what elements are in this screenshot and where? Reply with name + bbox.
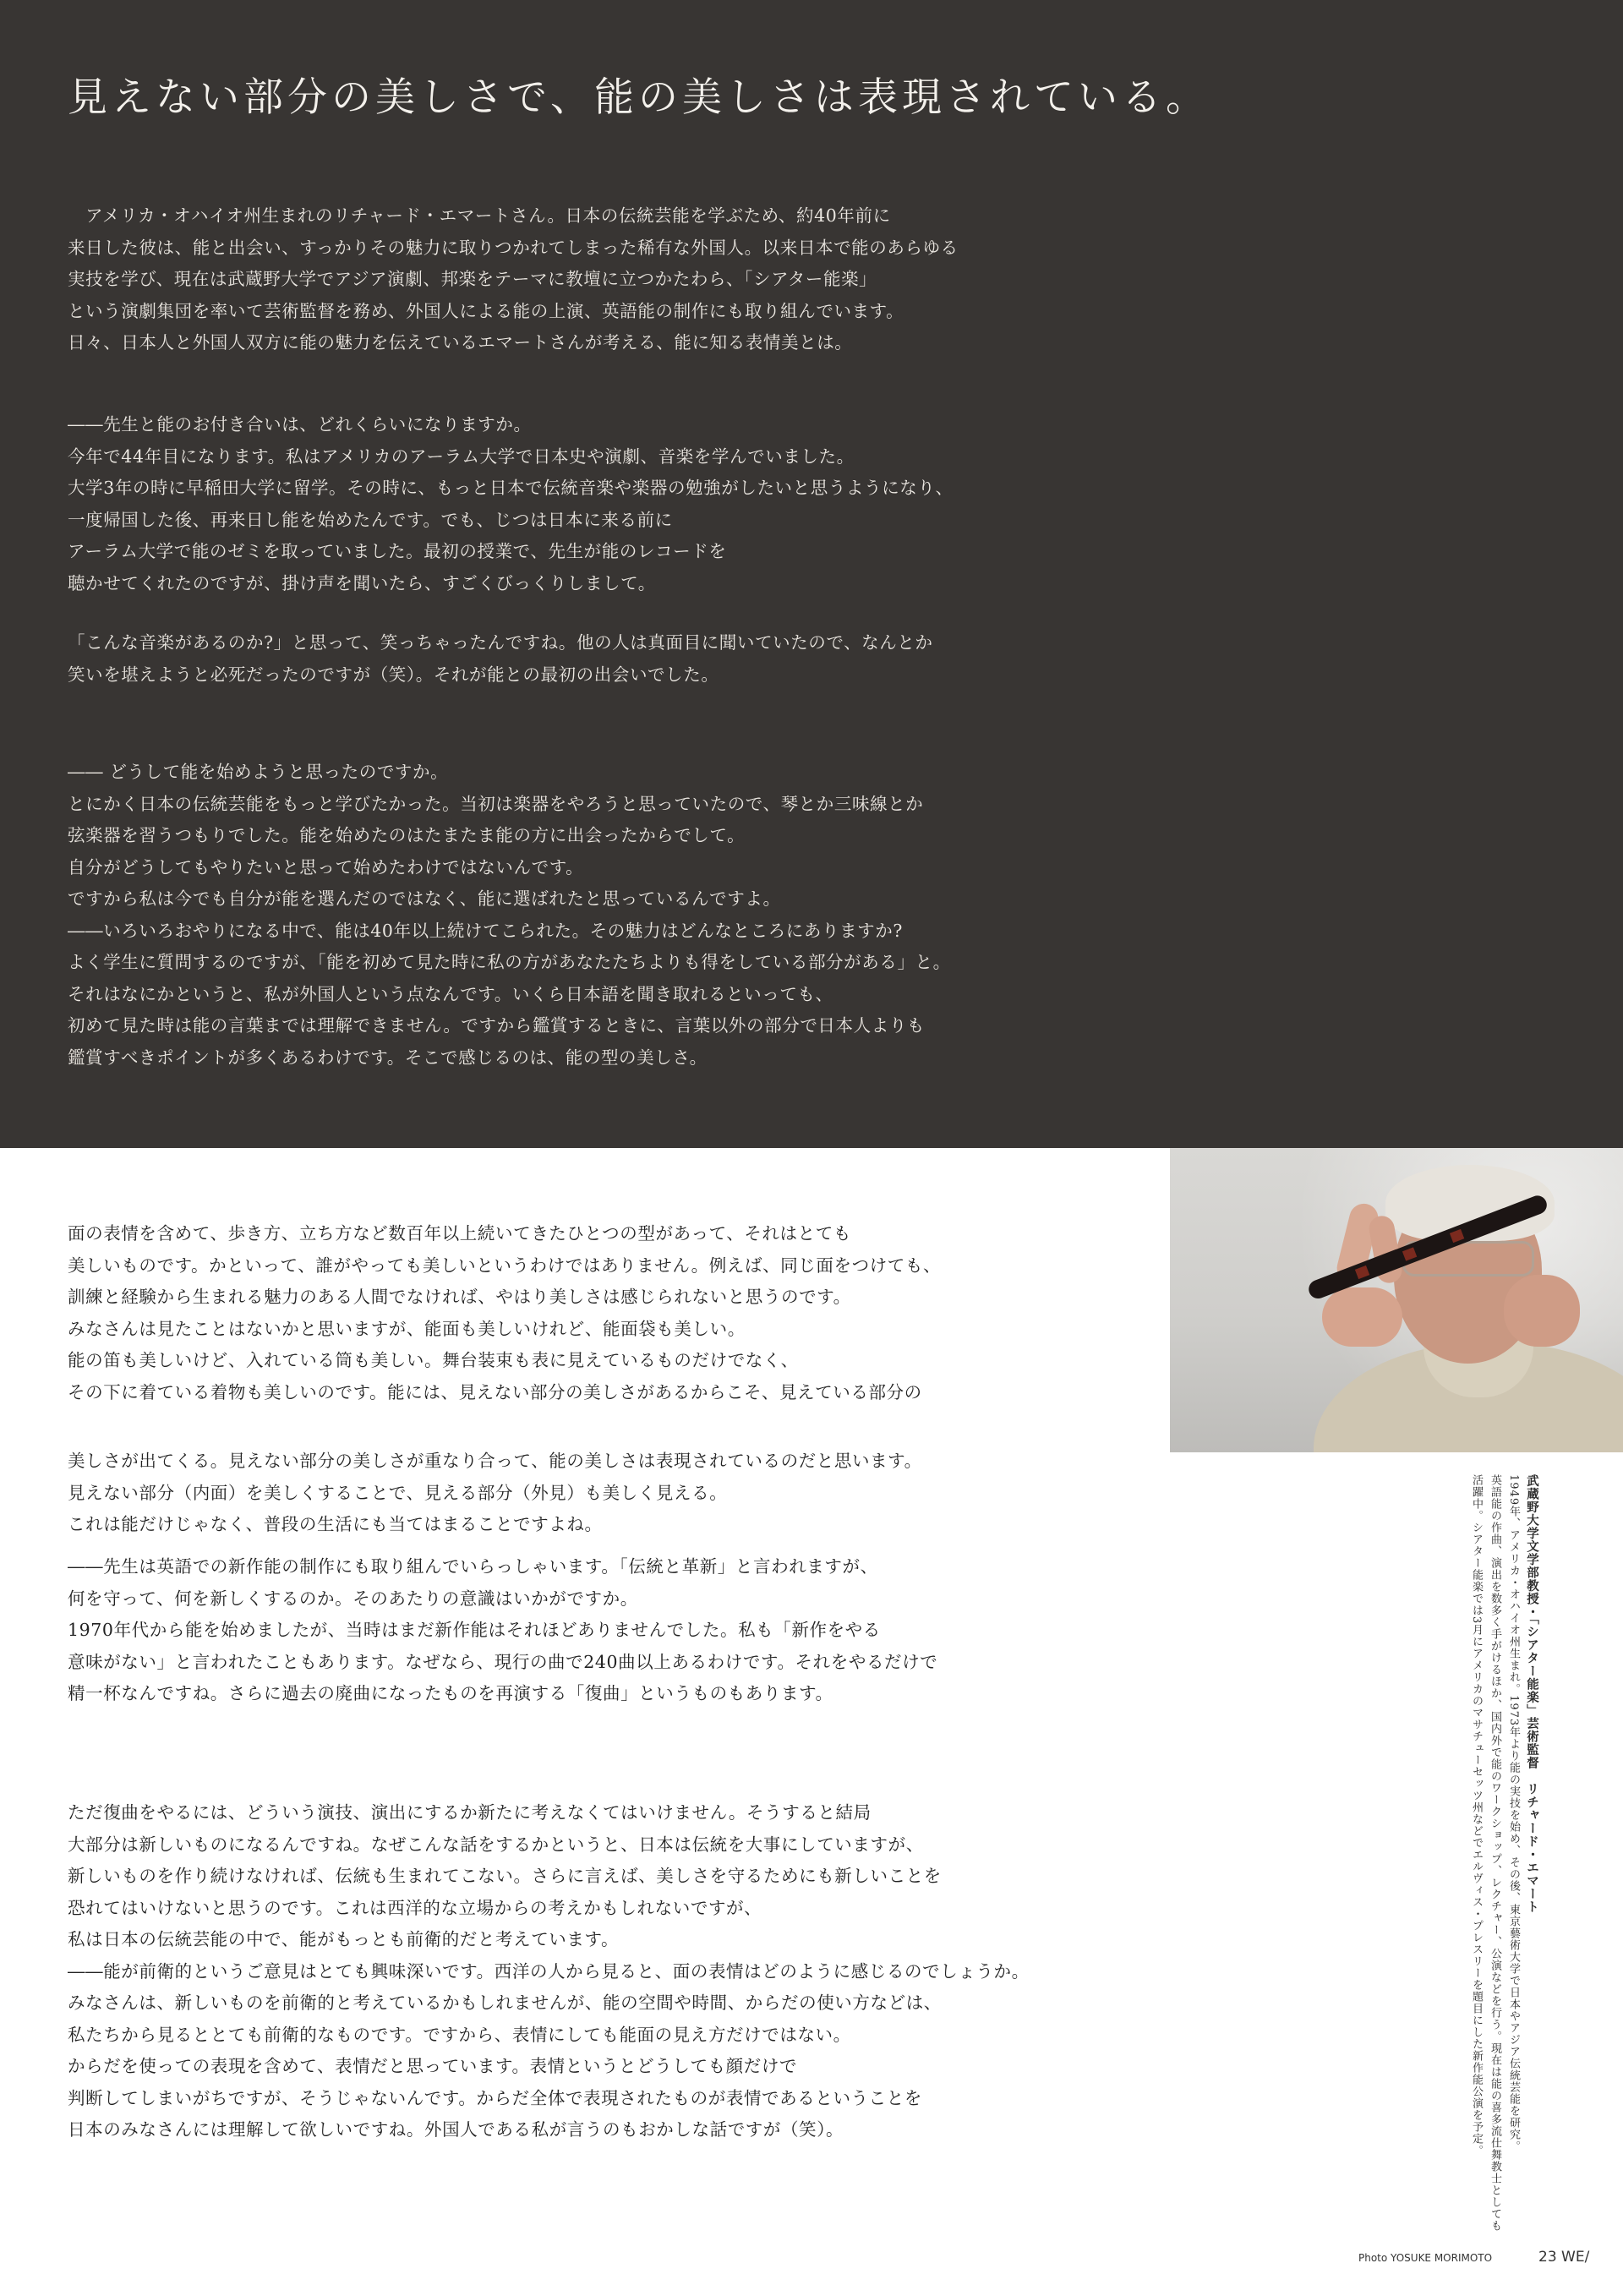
profile-line: 活躍中。シアター能楽では3月にアメリカのマサチューセッツ州などでエルヴィス・プレスリーを題目にした新作能公演を予定。 — [1470, 1474, 1483, 2157]
paragraph-line: 何を守って、何を新しくするのか。そのあたりの意識はいかがですか。 — [68, 1588, 638, 1609]
paragraph-line: アーラム大学で能のゼミを取っていました。最初の授業で、先生が能のレコードを — [68, 541, 727, 561]
photo-right-hand — [1504, 1275, 1580, 1347]
paragraph-line: ――先生は英語での新作能の制作にも取り組んでいらっしゃいます。「伝統と革新」と言われますが、 — [68, 1556, 878, 1577]
paragraph-line: 初めて見た時は能の言葉までは理解できません。ですから鑑賞するときに、言葉以外の部分で日本人よりも — [68, 1015, 926, 1036]
profile-line: 1949年、アメリカ・オハイオ州生まれ。1973年より能の実技を始め、その後、東京藝術大学で日本やアジア伝統芸能を研究。 — [1507, 1474, 1520, 2153]
paragraph-line: ――能が前衛的というご意見はとても興味深いです。西洋の人から見ると、面の表情はどのように感じるのでしょうか。 — [68, 1960, 1030, 1982]
paragraph-line: ですから私は今でも自分が能を選んだのではなく、能に選ばれたと思っているんですよ。 — [68, 888, 781, 909]
paragraph-line: 今年で44年目になります。私はアメリカのアーラム大学で日本史や演劇、音楽を学んでいました。 — [68, 446, 855, 467]
photo-left-hand — [1322, 1287, 1402, 1347]
paragraph — [68, 757, 951, 1074]
paragraph-line: アメリカ・オハイオ州生まれのリチャード・エマートさん。日本の伝統芸能を学ぶため、約40年前に — [68, 205, 891, 226]
paragraph — [68, 627, 933, 691]
paragraph-line: 意味がない」と言われたこともあります。なぜなら、現行の曲で240曲以上あるわけです。それをやるだけで — [68, 1651, 938, 1672]
paragraph-line: ―― どうして能を始めようと思ったのですか。 — [68, 762, 449, 782]
paragraph-line: 笑いを堪えようと必死だったのですが（笑）。それが能との最初の出会いでした。 — [68, 664, 719, 685]
paragraph-line: 来日した彼は、能と出会い、すっかりその魅力に取りつかれてしまった稀有な外国人。以来日本で能のあらゆる — [68, 237, 959, 258]
paragraph-line: ――いろいろおやりになる中で、能は40年以上続けてこられた。その魅力はどんなところにありますか? — [68, 920, 903, 941]
paragraph-line: みなさんは見たことはないかと思いますが、能面も美しいけれど、能面袋も美しい。 — [68, 1318, 746, 1339]
article-headline: 見えない部分の美しさで、能の美しさは表現されている。 — [68, 74, 1210, 121]
flute-band — [1450, 1229, 1464, 1243]
paragraph-line: 大学3年の時に早稲田大学に留学。その時に、もっと日本で伝統音楽や楽器の勉強がしたいと思うようになり、 — [68, 478, 954, 498]
paragraph-line: 判断してしまいがちですが、そうじゃないんです。からだ全体で表現されたものが表情であるということを — [68, 2087, 922, 2108]
paragraph-line: 精一杯なんですね。さらに過去の廃曲になったものを再演する「復曲」というものもあります。 — [68, 1683, 833, 1703]
paragraph-line: 一度帰国した後、再来日し能を始めたんです。でも、じつは日本に来る前に — [68, 509, 673, 530]
paragraph-line: ――先生と能のお付き合いは、どれくらいになりますか。 — [68, 414, 532, 435]
profile-line: 英語能の作曲、演出を数多く手がけるほか、国内外で能のワークショップ、レクチャー、公演などを行う。現在は能の喜多流仕舞教士としても — [1489, 1474, 1501, 2232]
paragraph-line: ただ復曲をやるには、どういう演技、演出にするか新たに考えなくてはいけません。そうすると結局 — [68, 1802, 872, 1823]
paragraph-line: その下に着ている着物も美しいのです。能には、見えない部分の美しさがあるからこそ、見えている部分の — [68, 1381, 922, 1402]
paragraph-line: 私は日本の伝統芸能の中で、能がもっとも前衛的だと考えています。 — [68, 1929, 620, 1949]
paragraph — [68, 409, 954, 599]
paragraph-line: これは能だけじゃなく、普段の生活にも当てはまることですよね。 — [68, 1514, 603, 1534]
paragraph-line: とにかく日本の伝統芸能をもっと学びたかった。当初は楽器をやろうと思っていたので、琴とか三味線とか — [68, 793, 924, 814]
page-number: 23 WE/ — [1538, 2249, 1590, 2266]
paragraph-line: 美しいものです。かといって、誰がやっても美しいというわけではありません。例えば、同じ面をつけても、 — [68, 1255, 942, 1276]
paragraph-line: 1970年代から能を始めましたが、当時はまだ新作能はそれほどありませんでした。私も「新作をやる — [68, 1620, 881, 1640]
paragraph-line: 新しいものを作り続けなければ、伝統も生まれてこない。さらに言えば、美しさを守るためにも新しいことを — [68, 1866, 942, 1886]
flute-band — [1355, 1266, 1369, 1279]
paragraph-line: 大部分は新しいものになるんですね。なぜこんな話をするかというと、日本は伝統を大事にしていますが、 — [68, 1834, 924, 1855]
portrait-photo — [1170, 1148, 1623, 1452]
paragraph-line: 面の表情を含めて、歩き方、立ち方など数百年以上続いてきたひとつの型があって、それはとても — [68, 1223, 851, 1244]
paragraph-line: 「こんな音楽があるのか?」と思って、笑っちゃったんですね。他の人は真面目に聞いていたので、なんとか — [68, 632, 933, 653]
paragraph-line: 聴かせてくれたのですが、掛け声を聞いたら、すごくびっくりしまして。 — [68, 572, 656, 593]
paragraph — [68, 1551, 937, 1710]
paragraph-line: 鑑賞すべきポイントが多くあるわけです。そこで感じるのは、能の型の美しさ。 — [68, 1047, 708, 1068]
paragraph — [68, 1446, 922, 1541]
paragraph-line: よく学生に質問するのですが、「能を初めて見た時に私の方があなたたちよりも得をしている部分がある」と。 — [68, 952, 951, 972]
paragraph — [68, 1797, 1030, 2146]
paragraph-line: 見えない部分（内面）を美しくすることで、見える部分（外見）も美しく見える。 — [68, 1482, 728, 1503]
paragraph-line: 実技を学び、現在は武蔵野大学でアジア演劇、邦楽をテーマに教壇に立つかたわら、「シアター能楽」 — [68, 269, 877, 289]
paragraph-line: 日々、日本人と外国人双方に能の魅力を伝えているエマートさんが考える、能に知る表情美とは。 — [68, 332, 853, 353]
paragraph-line: 能の笛も美しいけど、入れている筒も美しい。舞台装束も表に見えているものだけでなく、 — [68, 1350, 799, 1370]
paragraph-line: からだを使っての表現を含めて、表情だと思っています。表情というとどうしても顔だけで — [68, 2056, 798, 2076]
paragraph-line: 自分がどうしてもやりたいと思って始めたわけではないんです。 — [68, 856, 584, 877]
profile-name: 武蔵野大学文学部教授・「シアター能楽」芸術監督 リチャード・エマート — [1525, 1474, 1539, 1914]
paragraph — [68, 200, 959, 359]
paragraph — [68, 1218, 941, 1408]
flute-band — [1402, 1247, 1417, 1260]
profile-caption — [1467, 1474, 1541, 2252]
paragraph-line: 訓練と経験から生まれる魅力のある人間でなければ、やはり美しさは感じられないと思うのです。 — [68, 1287, 851, 1307]
photo-credit: Photo YOSUKE MORIMOTO — [1358, 2252, 1493, 2264]
paragraph-line: 日本のみなさんには理解して欲しいですね。外国人である私が言うのもおかしな話ですが（笑）。 — [68, 2119, 844, 2140]
paragraph-line: みなさんは、新しいものを前衛的と考えているかもしれませんが、能の空間や時間、からだの使い方などは、 — [68, 1993, 942, 2013]
paragraph-line: 私たちから見るととても前衛的なものです。ですから、表情にしても能面の見え方だけではない。 — [68, 2024, 851, 2045]
paragraph-line: という演劇集団を率いて芸術監督を務め、外国人による能の上演、英語能の制作にも取り組んでいます。 — [68, 300, 904, 321]
paragraph-line: 恐れてはいけないと思うのです。これは西洋的な立場からの考えかもしれないですが、 — [68, 1897, 762, 1918]
paragraph-line: 弦楽器を習うつもりでした。能を始めたのはたまたま能の方に出会ったからでして。 — [68, 825, 746, 845]
paragraph-line: それはなにかというと、私が外国人という点なんです。いくら日本語を聞き取れるといっても、 — [68, 983, 833, 1004]
paragraph-line: 美しさが出てくる。見えない部分の美しさが重なり合って、能の美しさは表現されているのだと思います。 — [68, 1451, 922, 1471]
